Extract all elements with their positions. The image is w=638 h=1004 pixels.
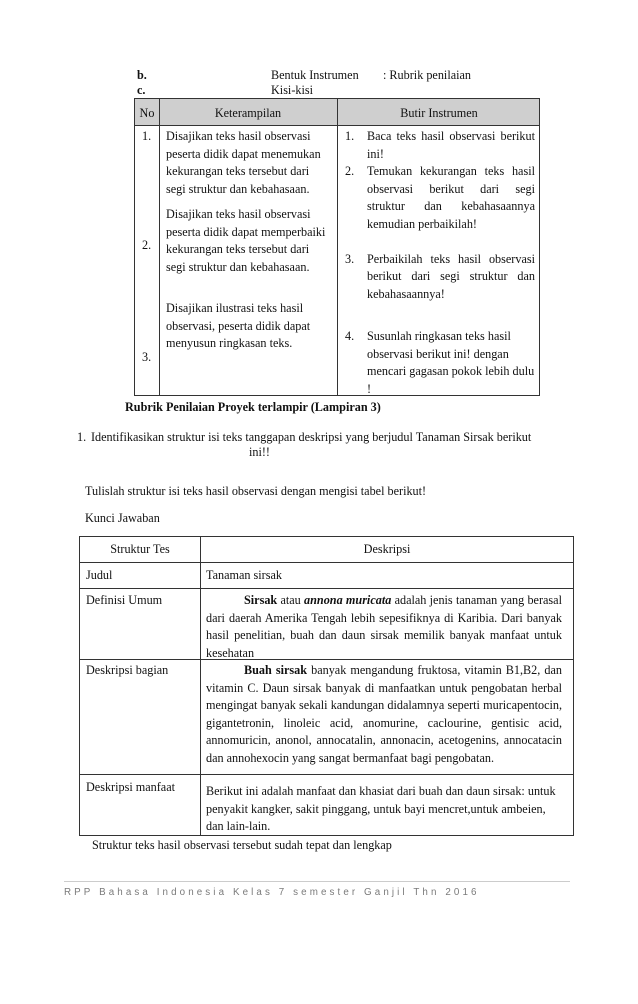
column-divider	[337, 99, 338, 395]
header-butir-instrumen: Butir Instrumen	[400, 106, 478, 120]
question-line-2: ini!!	[249, 445, 270, 459]
value-deskripsi-bagian	[206, 662, 562, 768]
kisi-kisi-table	[134, 98, 540, 396]
question-line-1: Identifikasikan struktur isi teks tanggapan deskripsi yang berjudul Tanaman Sirsak berikut	[91, 430, 532, 444]
list-item	[345, 251, 535, 304]
row-number: 3.	[142, 350, 152, 364]
term-annona-muricata: annona muricata	[304, 593, 392, 607]
term-sirsak: Sirsak	[244, 593, 278, 607]
item-text: Temukan kekurangan teks hasil observasi berikut dari segi struktur dan kebahasaannya kemudian perbaikilah!	[367, 164, 535, 231]
conclusion-text: Struktur teks hasil observasi tersebut sudah tepat dan lengkap	[92, 838, 392, 852]
item-b-label: Bentuk Instrumen	[271, 68, 359, 82]
row-divider	[80, 588, 573, 589]
list-item	[345, 163, 535, 233]
item-text: Perbaikilah teks hasil observasi berikut dari segi struktur dan kebahasaannya!	[367, 251, 535, 301]
skill-text: Disajikan ilustrasi teks hasil observasi, peserta didik dapat menyusun ringkasan teks.	[166, 301, 311, 351]
rubric-heading: Rubrik Penilaian Proyek terlampir (Lampiran 3)	[125, 400, 381, 414]
item-number: 1.	[345, 129, 355, 143]
item-c-letter: c.	[137, 83, 146, 97]
header-no: No	[139, 106, 155, 120]
item-number: 4.	[345, 329, 355, 343]
list-item	[345, 128, 535, 163]
label-deskripsi-bagian: Deskripsi bagian	[86, 663, 169, 677]
row-number: 1.	[142, 129, 152, 143]
instruction-text: Tulislah struktur isi teks hasil observasi dengan mengisi tabel berikut!	[85, 484, 427, 498]
answer-table	[79, 536, 574, 836]
column-divider	[200, 537, 201, 835]
label-definisi-umum: Definisi Umum	[86, 593, 163, 607]
row-divider	[80, 562, 573, 563]
text-fragment: banyak mengandung fruktosa, vitamin B1,B2, dan vitamin C. Daun sirsak banyak di manfaatkan untuk pengobatan herbal mengingat banyak sekali kandungan didalamnya seperti muricapentocin, gigantetronin, linoleic acid, anomurine, caclourine, gentisic acid, annomuricin, anonol, annocatalin, annonacin, acetogenins, annocatacin dan annohexocin yang sangat bermanfaat bagi pengobatan.	[206, 663, 562, 765]
page-footer: RPP Bahasa Indonesia Kelas 7 semester Ganjil Thn 2016	[64, 887, 480, 898]
value-definisi-umum	[206, 592, 562, 662]
label-deskripsi-manfaat: Deskripsi manfaat	[86, 780, 176, 794]
instrument-list-continued	[345, 328, 535, 398]
column-divider	[159, 99, 160, 395]
value-deskripsi-manfaat: Berikut ini adalah manfaat dan khasiat dari buah dan daun sirsak: untuk penyakit kangker, sakit pinggang, untuk bayi mencret,untuk ambeien, dan lain-lain.	[206, 784, 556, 834]
answer-key-label: Kunci Jawaban	[85, 511, 160, 525]
text-fragment: atau	[277, 593, 305, 607]
item-number: 3.	[345, 251, 355, 266]
header-struktur: Struktur Tes	[110, 542, 170, 556]
item-b-letter: b.	[137, 68, 147, 82]
list-item	[345, 328, 535, 398]
label-judul: Judul	[86, 568, 113, 582]
item-text: Susunlah ringkasan teks hasil observasi berikut ini! dengan mencari gagasan pokok lebih dulu !	[367, 329, 535, 396]
question-number: 1.	[77, 430, 87, 444]
text-fragment: adalah jenis tanaman yang berasal dari daerah Amerika Tengah lebih sepesifiknya di Karibia. Dari banyak hasil penelitian, buah dan daun sirsak memilik banyak manfaat untuk kesehatan	[206, 593, 562, 660]
item-b-value: : Rubrik penilaian	[383, 68, 472, 82]
term-buah-sirsak: Buah sirsak	[244, 663, 308, 677]
item-c-label: Kisi-kisi	[271, 83, 313, 97]
skill-text: Disajikan teks hasil observasi peserta didik dapat menemukan kekurangan teks tersebut dari segi struktur dan kebahasaan.	[166, 129, 321, 196]
item-text: Baca teks hasil observasi berikut ini!	[367, 129, 535, 161]
header-keterampilan: Keterampilan	[214, 106, 282, 120]
row-divider	[80, 774, 573, 775]
instrument-list	[345, 128, 535, 303]
item-number: 2.	[345, 164, 355, 179]
value-judul: Tanaman sirsak	[206, 568, 282, 582]
header-deskripsi: Deskripsi	[363, 542, 411, 556]
skill-text: Disajikan teks hasil observasi peserta didik dapat memperbaiki kekurangan teks tersebut dari segi struktur dan kebahasaan.	[166, 207, 326, 274]
footer-divider	[64, 881, 570, 882]
row-number: 2.	[142, 238, 152, 252]
